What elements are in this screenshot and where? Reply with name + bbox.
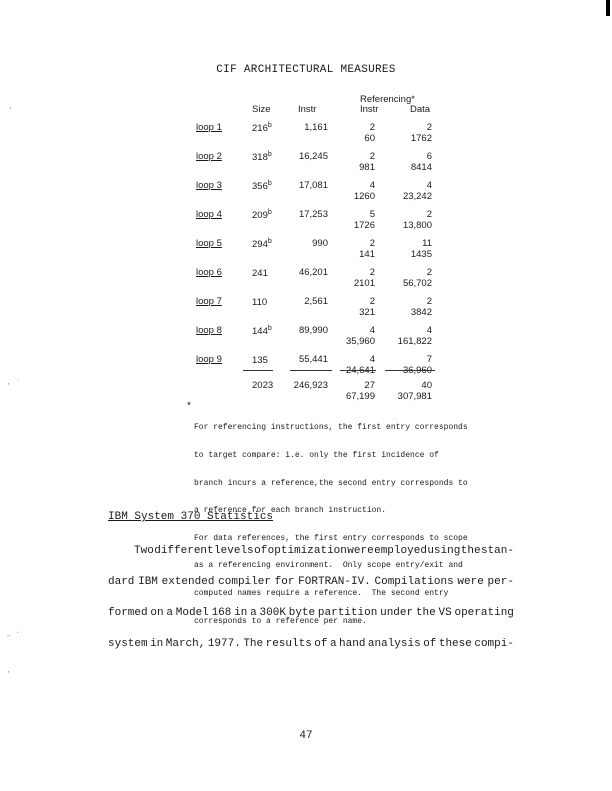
loop-instr: 990 bbox=[312, 238, 328, 249]
loop-name: loop 4 bbox=[196, 209, 222, 220]
ref-instr-second: 2101 bbox=[353, 278, 375, 289]
ref-data-first: 6 bbox=[426, 151, 432, 162]
page-title: CIF ARCHITECTURAL MEASURES bbox=[216, 64, 396, 76]
ref-data-first: 2 bbox=[426, 209, 432, 220]
ref-data-first: 2 bbox=[426, 296, 432, 307]
paragraph-line: Two different levels of optimization were employed using the stan- bbox=[134, 545, 514, 557]
paragraph-line: system in March, 1977. The results of a hand analysis of these compi- bbox=[108, 638, 514, 650]
ref-data-second: 56,702 bbox=[402, 278, 432, 289]
loop-name: loop 3 bbox=[196, 180, 222, 191]
total-rule-ref-instr bbox=[340, 370, 376, 371]
ref-instr-first: 4 bbox=[369, 354, 375, 365]
total-instr: 246,923 bbox=[293, 380, 328, 391]
footnote-line: to target compare: i.e. only the first incidence of bbox=[194, 451, 439, 461]
ref-data-second: 13,800 bbox=[402, 220, 432, 231]
loop-size-value: 356 bbox=[252, 181, 268, 193]
loop-size-value: 209 bbox=[252, 210, 268, 222]
total-size: 2023 bbox=[252, 380, 274, 391]
loop-size-value: 216 bbox=[252, 123, 268, 135]
loop-size bbox=[252, 238, 272, 250]
loop-size-value: 135 bbox=[252, 355, 268, 367]
loop-size-value: 241 bbox=[252, 268, 268, 280]
footnote-line: branch incurs a reference,the second entry corresponds to bbox=[194, 478, 468, 488]
ref-data-second: 161,822 bbox=[397, 336, 432, 347]
loop-size-footnote: b bbox=[267, 180, 272, 187]
ref-data-first: 4 bbox=[426, 325, 432, 336]
loop-size bbox=[252, 122, 272, 134]
section-heading: IBM System 370 Statistics bbox=[108, 511, 274, 523]
ref-data-second: 1435 bbox=[410, 249, 432, 260]
loop-instr: 55,441 bbox=[298, 354, 328, 365]
loop-instr: 17,253 bbox=[298, 209, 328, 220]
table-row bbox=[0, 209, 612, 235]
scan-speck: · bbox=[6, 668, 11, 677]
paragraph-line: formed on a Model 168 in a 300K byte partition under the VS operating bbox=[108, 607, 514, 619]
loop-size bbox=[252, 267, 268, 279]
scan-edge-mark bbox=[606, 0, 610, 16]
table-row bbox=[0, 325, 612, 351]
loop-instr: 17,081 bbox=[298, 180, 328, 191]
ref-instr-first: 2 bbox=[369, 296, 375, 307]
page-number: 47 bbox=[299, 730, 313, 742]
ref-instr-second: 141 bbox=[359, 249, 375, 260]
table-row bbox=[0, 354, 612, 380]
total-ref-data-1: 40 bbox=[421, 380, 432, 391]
ref-data-first: 7 bbox=[426, 354, 432, 365]
ref-data-first: 2 bbox=[426, 122, 432, 133]
total-rule-instr bbox=[290, 370, 332, 371]
total-ref-instr-1: 27 bbox=[364, 380, 375, 391]
ref-instr-first: 2 bbox=[369, 267, 375, 278]
header-instr: Instr bbox=[298, 104, 317, 115]
header-size: Size bbox=[252, 104, 271, 115]
ref-instr-first: 2 bbox=[369, 151, 375, 162]
ref-data-second: 23,242 bbox=[402, 191, 432, 202]
ref-instr-second: 60 bbox=[364, 133, 375, 144]
ref-instr-first: 2 bbox=[369, 122, 375, 133]
header-referencing: Referencing* bbox=[360, 94, 415, 105]
ref-instr-first: 5 bbox=[369, 209, 375, 220]
loop-name: loop 2 bbox=[196, 151, 222, 162]
scan-speck: · ˙ bbox=[6, 380, 21, 389]
footnote-marker: * bbox=[186, 402, 193, 413]
footnote-line: computed names require a reference. The second entry bbox=[194, 589, 449, 599]
loop-size bbox=[252, 296, 267, 308]
ref-data-first: 4 bbox=[426, 180, 432, 191]
table-row bbox=[0, 296, 612, 322]
loop-name: loop 8 bbox=[196, 325, 222, 336]
loop-size-value: 144 bbox=[252, 326, 268, 338]
total-rule-size bbox=[243, 370, 273, 371]
loop-size bbox=[252, 354, 268, 366]
loop-size bbox=[252, 180, 272, 192]
ref-instr-second: 981 bbox=[359, 162, 375, 173]
footnote-line: as a referencing environment. Only scope entry/exit and bbox=[194, 561, 463, 571]
ref-data-first: 2 bbox=[426, 267, 432, 278]
loop-name: loop 7 bbox=[196, 296, 222, 307]
loop-size-value: 294 bbox=[252, 239, 268, 251]
loop-size bbox=[252, 151, 272, 163]
ref-instr-second: 1260 bbox=[353, 191, 375, 202]
ref-data-first: 11 bbox=[422, 238, 432, 249]
loop-name: loop 6 bbox=[196, 267, 222, 278]
loop-name: loop 9 bbox=[196, 354, 222, 365]
ref-instr-first: 4 bbox=[369, 180, 375, 191]
footnote-line: For data references, the first entry corresponds to scope bbox=[194, 533, 468, 543]
loop-instr: 16,245 bbox=[298, 151, 328, 162]
loop-instr: 89,990 bbox=[298, 325, 328, 336]
ref-instr-second: 35,960 bbox=[345, 336, 375, 347]
totals-row bbox=[0, 380, 612, 406]
loop-instr: 2,561 bbox=[304, 296, 328, 307]
table-row bbox=[0, 267, 612, 293]
scan-speck: · bbox=[8, 104, 13, 113]
footnote-line: For referencing instructions, the first entry corresponds bbox=[194, 423, 468, 433]
loop-size-value: 318 bbox=[252, 152, 268, 164]
header-ref-instr: Instr bbox=[360, 104, 379, 115]
loop-size bbox=[252, 325, 272, 337]
table-row bbox=[0, 180, 612, 206]
header-ref-data: Data bbox=[410, 104, 431, 115]
loop-size-footnote: b bbox=[267, 209, 272, 216]
table-row bbox=[0, 122, 612, 148]
ref-instr-first: 2 bbox=[369, 238, 375, 249]
scan-speck: - ˋ bbox=[6, 632, 21, 641]
loop-instr: 46,201 bbox=[298, 267, 328, 278]
footnote-line: a reference for each branch instruction. bbox=[194, 506, 387, 516]
loop-size-value: 110 bbox=[252, 297, 268, 309]
ref-data-second: 3842 bbox=[410, 307, 432, 318]
loop-size bbox=[252, 209, 272, 221]
loop-size-footnote: b bbox=[267, 122, 272, 129]
table-row bbox=[0, 151, 612, 177]
paragraph-line: dard IBM extended compiler for FORTRAN-IV. Compilations were per- bbox=[108, 576, 514, 588]
ref-data-second: 8414 bbox=[410, 162, 432, 173]
total-ref-instr-2: 67,199 bbox=[345, 391, 375, 402]
total-ref-data-2: 307,981 bbox=[397, 391, 432, 402]
ref-instr-first: 4 bbox=[369, 325, 375, 336]
ref-instr-second: 1726 bbox=[353, 220, 375, 231]
loop-instr: 1,161 bbox=[304, 122, 328, 133]
loop-size-footnote: b bbox=[267, 151, 272, 158]
loop-size-footnote: b bbox=[267, 238, 272, 245]
footnote-line: corresponds to a reference per name. bbox=[194, 616, 367, 626]
ref-instr-second: 321 bbox=[359, 307, 375, 318]
ref-data-second: 1762 bbox=[410, 133, 432, 144]
loop-name: loop 1 bbox=[196, 122, 222, 133]
table-row bbox=[0, 238, 612, 264]
total-rule-ref-data bbox=[385, 370, 435, 371]
loop-size-footnote: b bbox=[267, 325, 272, 332]
loop-name: loop 5 bbox=[196, 238, 222, 249]
